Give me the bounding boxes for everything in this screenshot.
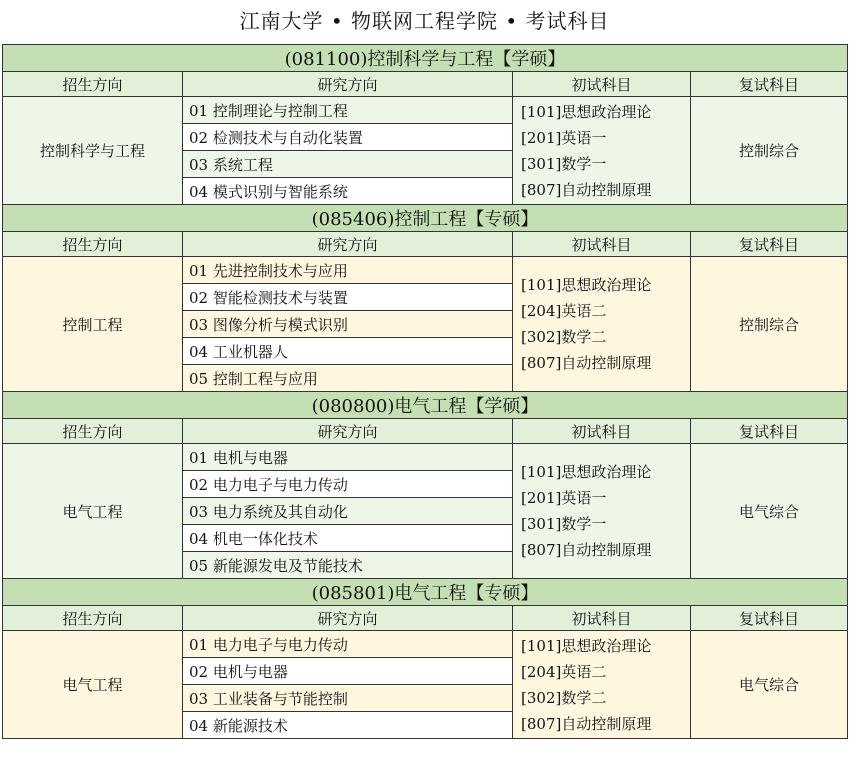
exam-subject: [201]英语一: [521, 489, 607, 507]
section-heading: (081100)控制科学与工程【学硕】: [3, 45, 848, 72]
enrollment-direction: 控制工程: [3, 257, 183, 392]
column-header-exam: 初试科目: [513, 232, 691, 257]
exam-subject: [204]英语二: [521, 662, 607, 681]
exam-subjects-table: [2, 44, 848, 739]
research-direction: 03 系统工程: [183, 151, 513, 178]
exam-subject: [807]自动控制原理: [521, 354, 652, 372]
research-direction: 04 新能源技术: [183, 712, 513, 739]
preliminary-exam-subjects: [513, 631, 691, 739]
research-direction: 01 电机与电器: [183, 444, 513, 471]
section-heading: (085801)电气工程【专硕】: [3, 579, 848, 606]
research-direction: 04 工业机器人: [183, 338, 513, 365]
column-header-research: 研究方向: [183, 72, 513, 97]
section-heading-row: [3, 579, 848, 606]
column-header-retest: 复试科目: [691, 72, 848, 97]
page-title: 江南大学 • 物联网工程学院 • 考试科目: [239, 9, 610, 33]
research-direction: 02 电机与电器: [183, 658, 513, 685]
column-header-direction: 招生方向: [3, 606, 183, 631]
enrollment-direction: 电气工程: [3, 631, 183, 739]
enrollment-direction: 控制科学与工程: [3, 97, 183, 205]
column-header-research: 研究方向: [183, 419, 513, 444]
exam-subject: [101]思想政治理论: [521, 463, 652, 481]
section-heading: (080800)电气工程【学硕】: [3, 392, 848, 419]
table-row: [3, 97, 848, 124]
table-row: [3, 631, 848, 658]
exam-subject: [301]数学一: [521, 154, 607, 173]
table-row: [3, 444, 848, 471]
research-direction: 05 新能源发电及节能技术: [183, 552, 513, 579]
column-header-direction: 招生方向: [3, 72, 183, 97]
column-header-direction: 招生方向: [3, 232, 183, 257]
column-header-retest: 复试科目: [691, 232, 848, 257]
enrollment-direction: 电气工程: [3, 444, 183, 579]
column-header-exam: 初试科目: [513, 72, 691, 97]
section-heading-row: [3, 45, 848, 72]
research-direction: 03 工业装备与节能控制: [183, 685, 513, 712]
exam-subject: [101]思想政治理论: [521, 636, 652, 655]
column-header-direction: 招生方向: [3, 419, 183, 444]
research-direction: 03 电力系统及其自动化: [183, 498, 513, 525]
research-direction: 01 先进控制技术与应用: [183, 257, 513, 284]
column-header-research: 研究方向: [183, 606, 513, 631]
research-direction: 04 模式识别与智能系统: [183, 178, 513, 205]
exam-subject: [101]思想政治理论: [521, 276, 652, 294]
exam-subject: [807]自动控制原理: [521, 541, 652, 559]
column-header-row: [3, 606, 848, 631]
column-header-retest: 复试科目: [691, 606, 848, 631]
column-header-row: [3, 72, 848, 97]
research-direction: 04 机电一体化技术: [183, 525, 513, 552]
research-direction: 05 控制工程与应用: [183, 365, 513, 392]
exam-subject: [301]数学一: [521, 515, 607, 533]
exam-subject: [302]数学二: [521, 688, 607, 707]
research-direction: 02 电力电子与电力传动: [183, 471, 513, 498]
column-header-exam: 初试科目: [513, 606, 691, 631]
exam-subject: [302]数学二: [521, 328, 607, 346]
preliminary-exam-subjects: [513, 257, 691, 392]
column-header-exam: 初试科目: [513, 419, 691, 444]
column-header-research: 研究方向: [183, 232, 513, 257]
exam-subject: [807]自动控制原理: [521, 180, 652, 199]
research-direction: 03 图像分析与模式识别: [183, 311, 513, 338]
column-header-row: [3, 419, 848, 444]
column-header-row: [3, 232, 848, 257]
exam-subject: [204]英语二: [521, 302, 607, 320]
research-direction: 01 电力电子与电力传动: [183, 631, 513, 658]
research-direction: 01 控制理论与控制工程: [183, 97, 513, 124]
preliminary-exam-subjects: [513, 444, 691, 579]
exam-subject: [101]思想政治理论: [521, 102, 652, 121]
preliminary-exam-subjects: [513, 97, 691, 205]
retest-subject: 电气综合: [691, 631, 848, 739]
exam-subject: [201]英语一: [521, 128, 607, 147]
section-heading-row: [3, 392, 848, 419]
section-heading-row: [3, 205, 848, 232]
column-header-retest: 复试科目: [691, 419, 848, 444]
retest-subject: 控制综合: [691, 97, 848, 205]
retest-subject: 控制综合: [691, 257, 848, 392]
table-row: [3, 257, 848, 284]
section-heading: (085406)控制工程【专硕】: [3, 205, 848, 232]
research-direction: 02 智能检测技术与装置: [183, 284, 513, 311]
exam-subject: [807]自动控制原理: [521, 714, 652, 733]
retest-subject: 电气综合: [691, 444, 848, 579]
research-direction: 02 检测技术与自动化装置: [183, 124, 513, 151]
